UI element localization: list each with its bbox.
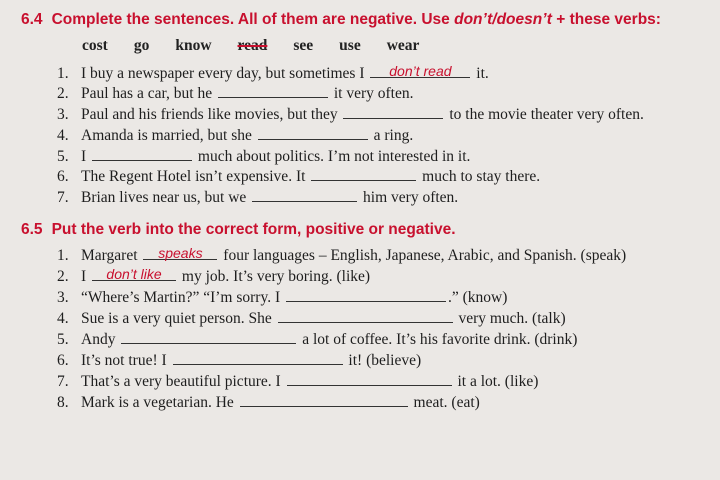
- sentence-number: 6.: [57, 168, 69, 185]
- answer-blank[interactable]: [218, 83, 328, 98]
- sentence-text: much about politics. I’m not interested in it.: [194, 148, 471, 165]
- handwritten-answer: don’t like: [106, 266, 162, 282]
- sentence-number: 1.: [57, 247, 69, 264]
- sentence-text: Sue is a very quiet person. She: [81, 310, 276, 327]
- answer-blank[interactable]: [143, 245, 217, 260]
- sentence-line: [57, 63, 489, 83]
- sentence-number: 4.: [57, 310, 69, 327]
- sentence-text: It’s not true! I: [81, 352, 171, 369]
- answer-blank[interactable]: [92, 146, 192, 161]
- answer-blank[interactable]: [370, 63, 470, 78]
- sentence-text: it very often.: [329, 85, 414, 102]
- answer-blank[interactable]: [286, 287, 446, 302]
- exercise-instruction: Put the verb into the correct form, positive or negative.: [51, 221, 456, 238]
- sentence-line: [57, 371, 538, 391]
- sentence-text: Paul has a car, but he: [81, 85, 216, 102]
- sentence-text: I buy a newspaper every day, but sometimes I: [81, 65, 369, 82]
- answer-blank[interactable]: [252, 187, 357, 202]
- exercise-number: 6.4: [21, 11, 43, 28]
- exercise-number: 6.5: [21, 221, 43, 238]
- answer-blank[interactable]: [311, 166, 416, 181]
- handwritten-answer: don’t read: [389, 63, 452, 79]
- sentence-text: a ring.: [369, 127, 414, 144]
- sentence-number: 2.: [57, 85, 69, 102]
- sentence-number: 5.: [57, 148, 69, 165]
- verb-item: go: [133, 37, 150, 54]
- sentence-number: 3.: [57, 289, 69, 306]
- sentence-number: 5.: [57, 331, 69, 348]
- sentence-text: much to stay there.: [418, 168, 541, 185]
- exercise-instruction: Complete the sentences. All of them are negative. Use: [51, 11, 455, 28]
- sentence-text: my job. It’s very boring. (like): [178, 268, 371, 285]
- sentence-text: The Regent Hotel isn’t expensive. It: [81, 168, 310, 185]
- sentence-line: [57, 392, 480, 412]
- sentence-text: him very often.: [359, 189, 459, 206]
- sentence-text: a lot of coffee. It’s his favorite drink. (drink): [298, 331, 578, 348]
- exercise-6-5-heading: [21, 221, 456, 239]
- verb-item: use: [339, 37, 361, 54]
- sentence-line: [57, 104, 644, 124]
- sentence-number: 4.: [57, 127, 69, 144]
- verb-item: wear: [386, 37, 420, 54]
- sentence-text: it! (believe): [344, 352, 422, 369]
- sentence-number: 1.: [57, 65, 69, 82]
- sentence-text: I: [81, 268, 91, 285]
- exercise-6-4-heading: [21, 11, 661, 29]
- sentence-number: 7.: [57, 373, 69, 390]
- sentence-line: [57, 187, 458, 207]
- sentence-text: Paul and his friends like movies, but they: [81, 106, 342, 123]
- sentence-text: Andy: [81, 331, 120, 348]
- sentence-line: [57, 83, 413, 103]
- verb-item: cost: [82, 37, 108, 54]
- sentence-text: it.: [472, 65, 489, 82]
- sentence-number: 2.: [57, 268, 69, 285]
- answer-blank[interactable]: [121, 329, 296, 344]
- sentence-text: Amanda is married, but she: [81, 127, 256, 144]
- exercise-instruction-end: + these verbs:: [551, 11, 661, 28]
- sentence-text: I: [81, 148, 91, 165]
- sentence-text: Margaret: [81, 247, 142, 264]
- handwritten-answer: speaks: [158, 245, 203, 261]
- exercise-instruction-emphasis: don’t/doesn’t: [454, 11, 552, 28]
- sentence-line: [57, 329, 577, 349]
- answer-blank[interactable]: [343, 104, 443, 119]
- sentence-number: 6.: [57, 352, 69, 369]
- sentence-line: [57, 350, 421, 370]
- answer-blank[interactable]: [258, 125, 368, 140]
- answer-blank[interactable]: [173, 350, 343, 365]
- sentence-line: [57, 245, 626, 265]
- sentence-line: [57, 166, 540, 186]
- answer-blank[interactable]: [278, 308, 453, 323]
- sentence-text: .” (know): [447, 289, 508, 306]
- sentence-text: Brian lives near us, but we: [81, 189, 251, 206]
- sentence-text: That’s a very beautiful picture. I: [81, 373, 285, 390]
- sentence-line: [57, 146, 470, 166]
- verb-item: see: [293, 37, 314, 54]
- sentence-text: four languages – English, Japanese, Arabic, and Spanish. (speak): [219, 247, 627, 264]
- sentence-text: meat. (eat): [409, 394, 480, 411]
- sentence-line: [57, 266, 370, 286]
- answer-blank[interactable]: [287, 371, 452, 386]
- sentence-text: very much. (talk): [454, 310, 566, 327]
- answer-blank[interactable]: [240, 392, 408, 407]
- sentence-line: [57, 125, 413, 145]
- sentence-text: “Where’s Martin?” “I’m sorry. I: [81, 289, 284, 306]
- sentence-line: [57, 287, 507, 307]
- sentence-text: it a lot. (like): [453, 373, 539, 390]
- sentence-line: [57, 308, 566, 328]
- sentence-text: to the movie theater very often.: [445, 106, 644, 123]
- sentence-text: Mark is a vegetarian. He: [81, 394, 238, 411]
- verb-list: [82, 37, 445, 55]
- verb-item-used: read: [237, 37, 268, 54]
- sentence-number: 3.: [57, 106, 69, 123]
- answer-blank[interactable]: [92, 266, 176, 281]
- verb-item: know: [175, 37, 212, 54]
- sentence-number: 8.: [57, 394, 69, 411]
- sentence-number: 7.: [57, 189, 69, 206]
